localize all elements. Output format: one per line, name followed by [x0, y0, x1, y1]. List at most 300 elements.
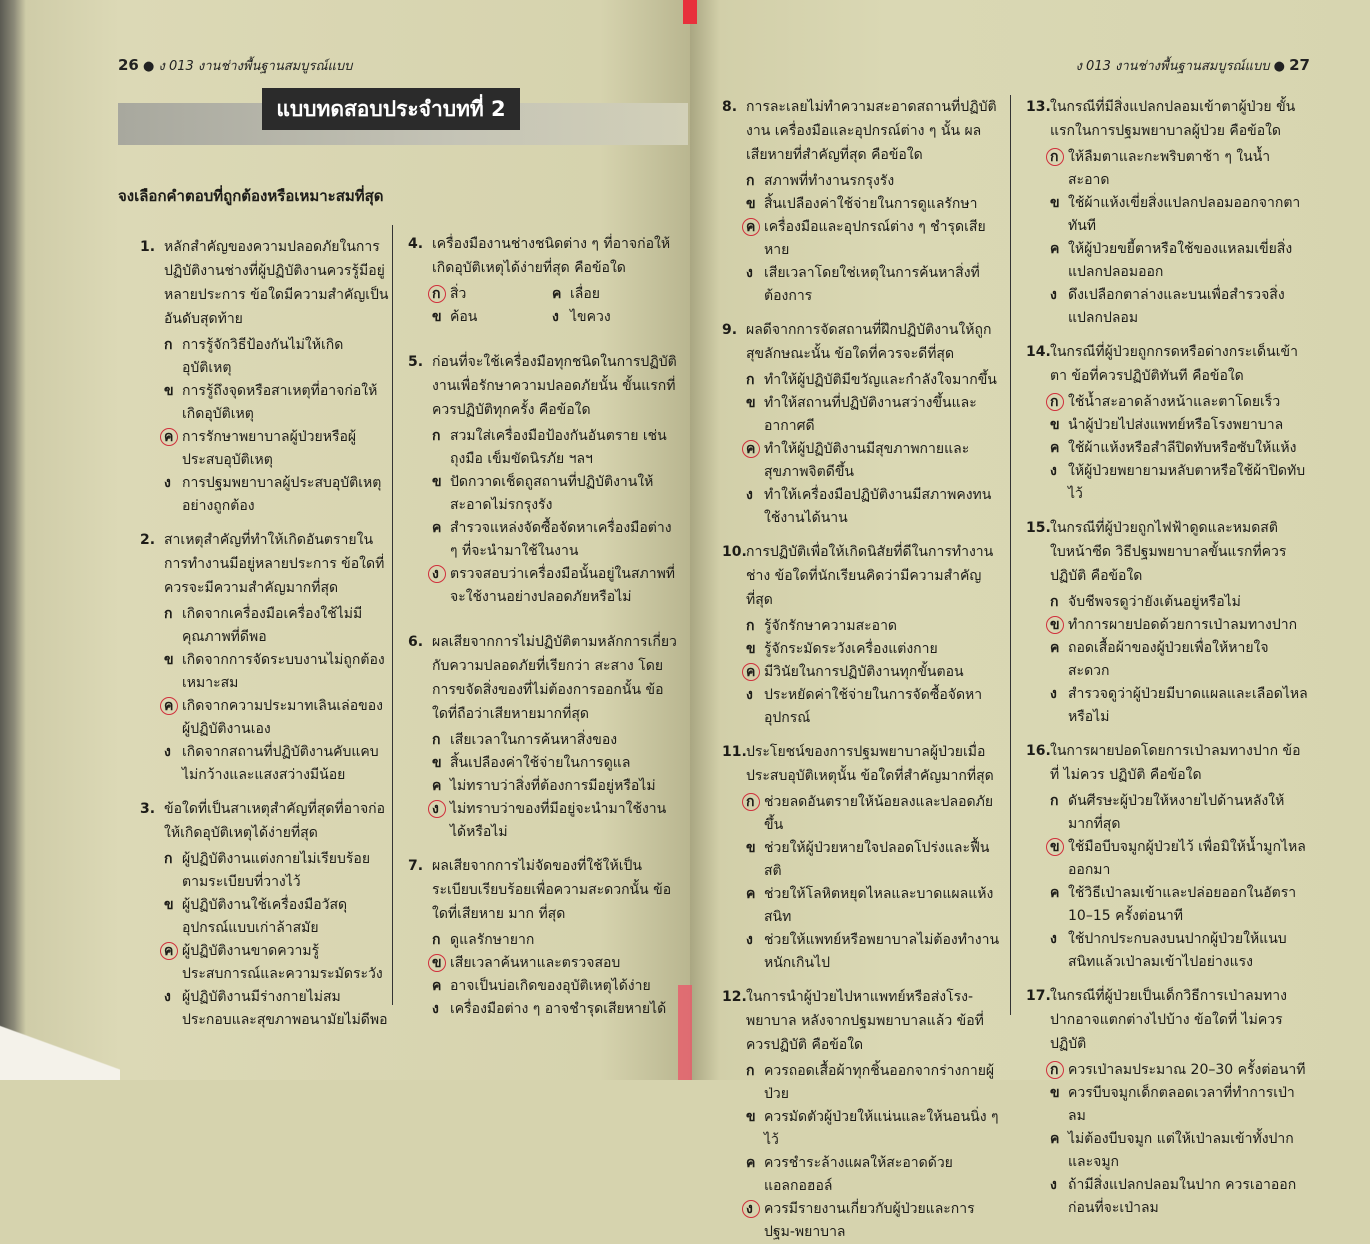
option-text: เกิดจากสถานที่ปฏิบัติงานคับแคบไม่กว้างและแสงสว่างมีน้อย [182, 744, 379, 783]
answer-option[interactable] [1050, 928, 1308, 974]
answer-option[interactable] [1050, 1082, 1308, 1128]
option-letter: ข [746, 840, 756, 856]
question-stem [1026, 340, 1308, 388]
circled-answer-letter: ก [1050, 391, 1068, 414]
answer-option[interactable] [1050, 1174, 1308, 1220]
question [722, 740, 1002, 975]
circled-answer-letter: ค [164, 426, 182, 472]
option-text: ไขควง [570, 309, 611, 325]
option-letter: ง [1050, 463, 1057, 479]
section-title: แบบทดสอบประจำบทที่ 2 [262, 88, 520, 130]
option-text: ไม่ทราบว่าสิ่งที่ต้องการมีอยู่หรือไม่ [450, 778, 656, 794]
answer-option[interactable] [746, 661, 1002, 684]
option-text: ควรบีบจมูกเด็กตลอดเวลาที่ทำการเป่าลม [1068, 1085, 1295, 1124]
option-text: เกิดจากการจัดระบบงานไม่ถูกต้องเหมาะสม [182, 652, 385, 691]
option-text: จับชีพจรดูว่ายังเต้นอยู่หรือไม่ [1068, 594, 1241, 610]
instruction: จงเลือกคำตอบที่ถูกต้องหรือเหมาะสมที่สุด [118, 187, 384, 205]
option-text: ไม่ทราบว่าของที่มีอยู่จะนำมาใช้งานได้หรือไม่ [450, 801, 667, 840]
answer-option[interactable] [746, 837, 1002, 883]
option-text: ดูแลรักษายาก [450, 932, 535, 948]
answer-option[interactable] [1050, 414, 1308, 437]
circled-answer-letter: ก [432, 283, 450, 306]
option-letter: ค [432, 778, 442, 794]
option-text: การปฐมพยาบาลผู้ประสบอุบัติเหตุอย่างถูกต้อง [182, 475, 382, 514]
answer-option[interactable] [1050, 683, 1308, 729]
option-text: ควรถอดเสื้อผ้าทุกชิ้นออกจากร่างกายผู้ป่วย [764, 1063, 995, 1102]
circled-answer-letter: ค [164, 940, 182, 986]
column-divider [392, 225, 393, 1005]
question-number: 17. [1026, 988, 1051, 1004]
answer-option[interactable] [432, 471, 678, 517]
option-letter: ค [1050, 440, 1060, 456]
question-text: ในการผายปอดโดยการเป่าลมทางปาก ข้อที่ ไม่ควร ปฏิบัติ คือข้อใด [1050, 743, 1301, 783]
question-stem [408, 854, 678, 926]
question-stem [722, 318, 1002, 366]
question-number: 12. [722, 989, 747, 1005]
question [722, 540, 1002, 730]
question-stem [1026, 95, 1308, 143]
answer-option[interactable] [746, 1106, 1002, 1152]
answer-option[interactable] [1050, 790, 1308, 836]
answer-option[interactable] [1050, 591, 1308, 614]
question [722, 95, 1002, 308]
question-text: ประโยชน์ของการปฐมพยาบาลผู้ป่วยเมื่อประสบอุบัติเหตุนั้น ข้อใดที่สำคัญมากที่สุด [746, 744, 994, 784]
answer-option[interactable] [1050, 637, 1308, 683]
option-text: ถ้ามีสิ่งแปลกปลอมในปาก ควรเอาออกก่อนที่จะเป่าลม [1068, 1177, 1297, 1216]
answer-option[interactable] [164, 334, 390, 380]
question-stem [408, 630, 678, 726]
option-letter: ก [164, 337, 173, 353]
option-text: ช่วยให้โลหิตหยุดไหลและบาดแผลแห้งสนิท [764, 886, 994, 925]
option-letter: ข [1050, 195, 1060, 211]
answer-option[interactable] [432, 929, 678, 952]
option-letter: ค [432, 978, 442, 994]
option-text: ปัดกวาดเช็ดถูสถานที่ปฏิบัติงานให้สะอาดไม่รกรุงรัง [450, 474, 654, 513]
question [408, 350, 678, 609]
question-stem [722, 540, 1002, 612]
option-letter: ข [164, 652, 174, 668]
answer-option[interactable] [164, 380, 390, 426]
question [408, 630, 678, 844]
option-letter: ค [746, 1155, 756, 1171]
answer-option[interactable] [164, 695, 390, 741]
left-header-text: ง 013 งานช่างพื้นฐานสมบูรณ์แบบ [158, 59, 353, 74]
answer-option[interactable] [1050, 460, 1308, 506]
option-text: ควรชำระล้างแผลให้สะอาดด้วยแอลกอฮอล์ [764, 1155, 953, 1194]
question-stem [1026, 739, 1308, 787]
right-running-header: ง 013 งานช่างพื้นฐานสมบูรณ์แบบ ● 27 [1075, 56, 1310, 74]
question [140, 797, 390, 1032]
answer-option[interactable] [164, 649, 390, 695]
option-text: ทำการผายปอดด้วยการเป่าลมทางปาก [1068, 617, 1298, 633]
option-text: ผู้ปฏิบัติงานใช้เครื่องมือวัสดุอุปกรณ์แบบเก่าล้าสมัย [182, 897, 348, 936]
option-text: การรู้ถึงจุดหรือสาเหตุที่อาจก่อให้เกิดอุบัติเหตุ [182, 383, 378, 422]
question-text: ข้อใดที่เป็นสาเหตุสำคัญที่สุดที่อาจก่อให้เกิดอุบัติเหตุได้ง่ายที่สุด [164, 801, 386, 841]
option-letter: ข [164, 897, 174, 913]
answer-option[interactable] [746, 1198, 1002, 1244]
question [1026, 739, 1308, 974]
answer-option[interactable] [164, 472, 390, 518]
option-letter: ค [1050, 640, 1060, 656]
question [408, 854, 678, 1021]
options [1026, 1059, 1308, 1220]
option-text: ควรมีรายงานเกี่ยวกับผู้ป่วยและการปฐม-พยาบาล [764, 1201, 975, 1240]
answer-option[interactable] [1050, 238, 1308, 284]
page-corner [0, 990, 120, 1080]
option-letter: ข [746, 1109, 756, 1125]
question-stem [722, 985, 1002, 1057]
option-letter: ง [552, 309, 559, 325]
question-number: 5. [408, 354, 424, 370]
options [408, 729, 678, 844]
answer-option[interactable] [746, 193, 1002, 216]
option-text: สำรวจแหล่งจัดซื้อจัดหาเครื่องมือต่าง ๆ ที่จะนำมาใช้ในงาน [450, 520, 672, 559]
answer-option[interactable] [432, 975, 678, 998]
option-text: สำรวจดูว่าผู้ป่วยมีบาดแผลและเลือดไหลหรือไม่ [1068, 686, 1308, 725]
option-text: เกิดจากเครื่องมือเครื่องใช้ไม่มีคุณภาพที่ดีพอ [182, 606, 363, 645]
options [140, 603, 390, 787]
question-number: 16. [1026, 743, 1051, 759]
option-letter: ก [164, 851, 173, 867]
option-text: ผู้ปฏิบัติงานแต่งกายไม่เรียบร้อยตามระเบียบที่วางไว้ [182, 851, 371, 890]
bookmark-tab-bottom [678, 985, 692, 1080]
answer-option[interactable] [746, 1152, 1002, 1198]
question-number: 1. [140, 239, 156, 255]
question-number: 6. [408, 634, 424, 650]
option-letter: ข [746, 196, 756, 212]
option-letter: ค [432, 520, 442, 536]
option-letter: ค [1050, 1131, 1060, 1147]
circled-answer-letter: ก [1050, 146, 1068, 192]
question [1026, 984, 1308, 1220]
option-text: ดันศีรษะผู้ป่วยให้หงายไปด้านหลังให้มากที่สุด [1068, 793, 1285, 832]
question [722, 318, 1002, 530]
answer-option[interactable] [552, 283, 648, 306]
option-text: ถอดเสื้อผ้าของผู้ป่วยเพื่อให้หายใจสะดวก [1068, 640, 1269, 679]
answer-option[interactable] [1050, 614, 1308, 637]
answer-option[interactable] [432, 283, 528, 306]
question-text: การปฏิบัติเพื่อให้เกิดนิสัยที่ดีในการทำงานช่าง ข้อใดที่นักเรียนคิดว่ามีความสำคัญที่สุด [746, 544, 994, 608]
question-number: 9. [722, 322, 738, 338]
answer-option[interactable] [1050, 146, 1308, 192]
question-number: 13. [1026, 99, 1051, 115]
option-text: ใช้ผ้าแห้งเขี่ยสิ่งแปลกปลอมออกจากตาทันที [1068, 195, 1301, 234]
options [722, 170, 1002, 308]
question-text: ผลเสียจากการไม่ปฏิบัติตามหลักการเกี่ยวกับความปลอดภัยที่เรียกว่า สะสาง โดยการขจัดสิ่งของที่ไม่ต้องการออกนั้น ข้อใดที่ถือว่าเสียหายมากที่สุด [432, 634, 677, 722]
option-letter: ก [432, 932, 441, 948]
answer-option[interactable] [746, 369, 1002, 392]
option-letter: ก [746, 372, 755, 388]
answer-option[interactable] [164, 426, 390, 472]
options [408, 929, 678, 1021]
answer-option[interactable] [432, 752, 678, 775]
option-letter: ง [164, 744, 171, 760]
answer-option[interactable] [1050, 1059, 1308, 1082]
option-text: ช่วยให้ผู้ป่วยหายใจปลอดโปร่งและฟื้นสติ [764, 840, 990, 879]
answer-option[interactable] [164, 741, 390, 787]
option-text: ทำให้ผู้ปฏิบัติงานมีสุขภาพกายและสุขภาพจิตดีขึ้น [764, 441, 970, 480]
circled-answer-letter: ค [746, 216, 764, 262]
question-stem [140, 235, 390, 331]
question [722, 985, 1002, 1244]
question-number: 7. [408, 858, 424, 874]
question-text: ผลเสียจากการไม่จัดของที่ใช้ให้เป็นระเบียบเรียบร้อยเพื่อความสะดวกนั้น ข้อใดที่เสียหาย มาก ที่สุด [432, 858, 672, 922]
circled-answer-letter: ง [432, 563, 450, 609]
question-number: 15. [1026, 520, 1051, 536]
question-text: สาเหตุสำคัญที่ทำให้เกิดอันตรายในการทำงานมีอยู่หลายประการ ข้อใดที่ควรจะมีความสำคัญมากที่สุด [164, 532, 385, 596]
answer-option[interactable] [432, 425, 678, 471]
option-text: การรักษาพยาบาลผู้ป่วยหรือผู้ประสบอุบัติเหตุ [182, 429, 357, 468]
option-text: ทำให้ผู้ปฏิบัติมีขวัญและกำลังใจมากขึ้น [764, 372, 997, 388]
answer-option[interactable] [746, 883, 1002, 929]
option-text: เครื่องมือต่าง ๆ อาจชำรุดเสียหายได้ [450, 1001, 667, 1017]
option-letter: ข [746, 395, 756, 411]
option-letter: ค [1050, 241, 1060, 257]
circled-answer-letter: ง [432, 798, 450, 844]
answer-option[interactable] [746, 684, 1002, 730]
question [140, 528, 390, 787]
answer-option[interactable] [1050, 437, 1308, 460]
question-stem [722, 740, 1002, 788]
option-text: ไม่ต้องบีบจมูก แต่ให้เป่าลมเข้าทั้งปากและจมูก [1068, 1131, 1294, 1170]
answer-option[interactable] [164, 894, 390, 940]
answer-option[interactable] [746, 216, 1002, 262]
question-text: เครื่องมืองานช่างชนิดต่าง ๆ ที่อาจก่อให้เกิดอุบัติเหตุได้ง่ายที่สุด คือข้อใด [432, 236, 671, 276]
option-letter: ก [746, 173, 755, 189]
option-text: การรู้จักวิธีป้องกันไม่ให้เกิดอุบัติเหตุ [182, 337, 344, 376]
option-text: ใช้มือบีบจมูกผู้ป่วยไว้ เพื่อมิให้น้ำมูกไหลออกมา [1068, 839, 1306, 878]
options [408, 425, 678, 609]
option-text: เสียเวลาในการค้นหาสิ่งของ [450, 732, 618, 748]
left-page-number: 26 [118, 56, 139, 74]
option-letter: ข [164, 383, 174, 399]
circled-answer-letter: ก [746, 791, 764, 837]
option-text: เกิดจากความประมาทเลินเล่อของผู้ปฏิบัติงานเอง [182, 698, 383, 737]
option-text: ใช้ผ้าแห้งหรือสำลีปิดทับหรือซับให้แห้ง [1068, 440, 1297, 456]
options [1026, 146, 1308, 330]
circled-answer-letter: ค [746, 661, 764, 684]
option-text: อาจเป็นบ่อเกิดของอุบัติเหตุได้ง่าย [450, 978, 651, 994]
question-stem [722, 95, 1002, 167]
option-letter: ค [1050, 885, 1060, 901]
option-letter: ข [432, 474, 442, 490]
answer-option[interactable] [746, 438, 1002, 484]
option-letter: ก [1050, 793, 1059, 809]
option-text: ให้ลืมตาและกะพริบตาช้า ๆ ในน้ำสะอาด [1068, 149, 1271, 188]
answer-option[interactable] [746, 791, 1002, 837]
question-text: ในกรณีที่ผู้ป่วยถูกไฟฟ้าดูดและหมดสติ ใบหน้าซีด วิธีปฐมพยาบาลขั้นแรกที่ควรปฏิบัติ คือข้อใด [1050, 520, 1287, 584]
option-letter: ง [1050, 287, 1057, 303]
option-letter: ง [1050, 931, 1057, 947]
question-number: 11. [722, 744, 747, 760]
question [140, 235, 390, 518]
option-text: เสียเวลาโดยใช่เหตุในการค้นหาสิ่งที่ต้องการ [764, 265, 980, 304]
question [1026, 95, 1308, 330]
answer-option[interactable] [432, 306, 528, 329]
question [1026, 516, 1308, 729]
answer-option[interactable] [746, 170, 1002, 193]
option-letter: ค [746, 886, 756, 902]
options [722, 615, 1002, 730]
option-letter: ข [432, 755, 442, 771]
circled-answer-letter: ง [746, 1198, 764, 1244]
options [1026, 591, 1308, 729]
option-text: ผู้ปฏิบัติงานมีร่างกายไม่สมประกอบและสุขภาพอนามัยไม่ดีพอ [182, 989, 388, 1028]
question-text: ในกรณีที่ผู้ป่วยถูกกรดหรือด่างกระเด็นเข้าตา ข้อที่ควรปฏิบัติทันที คือข้อใด [1050, 344, 1298, 384]
option-text: นำผู้ป่วยไปส่งแพทย์หรือโรงพยาบาล [1068, 417, 1284, 433]
question-text: หลักสำคัญของความปลอดภัยในการปฏิบัติงานช่างที่ผู้ปฏิบัติงานควรรู้มีอยู่หลายประการ ข้อใดมีความสำคัญเป็นอันดับสุดท้าย [164, 239, 389, 327]
answer-option[interactable] [1050, 1128, 1308, 1174]
question-stem [140, 528, 390, 600]
question [1026, 340, 1308, 506]
option-letter: ข [1050, 1085, 1060, 1101]
answer-option[interactable] [746, 1060, 1002, 1106]
question-stem [1026, 984, 1308, 1056]
answer-option[interactable] [432, 563, 678, 609]
question-stem [408, 232, 678, 280]
answer-option[interactable] [1050, 192, 1308, 238]
option-text: ช่วยลดอันตรายให้น้อยลงและปลอดภัยขึ้น [764, 794, 994, 833]
option-text: มีวินัยในการปฏิบัติงานทุกขั้นตอน [764, 664, 964, 680]
option-letter: ง [746, 932, 753, 948]
question-text: ในกรณีที่มีสิ่งแปลกปลอมเข้าตาผู้ป่วย ขั้นแรกในการปฐมพยาบาลผู้ป่วย คือข้อใด [1050, 99, 1296, 139]
option-text: ให้ผู้ป่วยขยี้ตาหรือใช้ของแหลมเขี่ยสิ่งแปลกปลอมออก [1068, 241, 1293, 280]
answer-option[interactable] [746, 929, 1002, 975]
answer-option[interactable] [746, 484, 1002, 530]
answer-option[interactable] [746, 615, 1002, 638]
answer-option[interactable] [432, 729, 678, 752]
option-letter: ข [432, 309, 442, 325]
circled-answer-letter: ค [164, 695, 182, 741]
answer-option[interactable] [164, 940, 390, 986]
option-letter: ข [1050, 417, 1060, 433]
answer-option[interactable] [432, 517, 678, 563]
option-letter: ง [746, 265, 753, 281]
option-letter: ง [746, 687, 753, 703]
option-letter: ก [1050, 594, 1059, 610]
option-text: ค้อน [450, 309, 478, 325]
question-number: 3. [140, 801, 156, 817]
option-text: สภาพที่ทำงานรกรุงรัง [764, 173, 895, 189]
answer-option[interactable] [1050, 391, 1308, 414]
option-text: ใช้วิธีเป่าลมเข้าและปล่อยออกในอัตรา 10–15 ครั้งต่อนาที [1068, 885, 1297, 924]
options [408, 283, 678, 329]
option-text: ควรเป่าลมประมาณ 20–30 ครั้งต่อนาที [1068, 1062, 1306, 1078]
option-text: ช่วยให้แพทย์หรือพยาบาลไม่ต้องทำงานหนักเกินไป [764, 932, 1000, 971]
option-letter: ง [432, 1001, 439, 1017]
option-text: สวมใส่เครื่องมือป้องกันอันตราย เช่น ถุงมือ เข็มขัดนิรภัย ฯลฯ [450, 428, 667, 467]
option-text: ผู้ปฏิบัติงานขาดความรู้ ประสบการณ์และความระมัดระวัง [182, 943, 383, 982]
option-text: ใช้ปากประกบลงบนปากผู้ป่วยให้แนบสนิทแล้วเป่าลมเข้าไปอย่างแรง [1068, 931, 1287, 970]
question-number: 8. [722, 99, 738, 115]
answer-option[interactable] [164, 986, 390, 1032]
option-letter: ก [432, 732, 441, 748]
right-header-text: ง 013 งานช่างพื้นฐานสมบูรณ์แบบ [1075, 59, 1270, 74]
option-text: เครื่องมือและอุปกรณ์ต่าง ๆ ชำรุดเสียหาย [764, 219, 986, 258]
answer-option[interactable] [432, 775, 678, 798]
options [140, 334, 390, 518]
option-letter: ก [432, 428, 441, 444]
question-text: ในกรณีที่ผู้ป่วยเป็นเด็กวิธีการเป่าลมทางปากอาจแตกต่างไปบ้าง ข้อใดที่ ไม่ควร ปฏิบัติ [1050, 988, 1287, 1052]
answer-option[interactable] [432, 798, 678, 844]
options [1026, 391, 1308, 506]
answer-option[interactable] [1050, 836, 1308, 882]
option-letter: ง [164, 475, 171, 491]
option-letter: ก [164, 606, 173, 622]
circled-answer-letter: ข [1050, 614, 1068, 637]
answer-option[interactable] [1050, 882, 1308, 928]
option-text: ควรมัดตัวผู้ป่วยให้แน่นและให้นอนนิ่ง ๆ ไว้ [764, 1109, 999, 1148]
options [1026, 790, 1308, 974]
question-stem [140, 797, 390, 845]
option-letter: ก [746, 618, 755, 634]
option-letter: ค [552, 286, 562, 302]
options [140, 848, 390, 1032]
answer-option[interactable] [432, 952, 678, 975]
option-text: ทำให้สถานที่ปฏิบัติงานสว่างขึ้นและอากาศดี [764, 395, 977, 434]
question-number: 4. [408, 236, 424, 252]
options [722, 1060, 1002, 1244]
options [722, 791, 1002, 975]
answer-option[interactable] [746, 638, 1002, 661]
option-text: ทำให้เครื่องมือปฏิบัติงานมีสภาพคงทนใช้งานได้นาน [764, 487, 992, 526]
option-text: รู้จักระมัดระวังเครื่องแต่งกาย [764, 641, 938, 657]
question-number: 14. [1026, 344, 1051, 360]
left-running-header: 26 ● ง 013 งานช่างพื้นฐานสมบูรณ์แบบ [118, 56, 353, 74]
circled-answer-letter: ข [432, 952, 450, 975]
option-text: ให้ผู้ป่วยพยายามหลับตาหรือใช้ผ้าปิดทับไว้ [1068, 463, 1306, 502]
answer-option[interactable] [1050, 284, 1308, 330]
answer-option[interactable] [164, 848, 390, 894]
question-number: 10. [722, 544, 747, 560]
option-letter: ง [1050, 686, 1057, 702]
option-text: ใช้น้ำสะอาดล้างหน้าและตาโดยเร็ว [1068, 394, 1281, 410]
question-text: ก่อนที่จะใช้เครื่องมือทุกชนิดในการปฏิบัติงานเพื่อรักษาความปลอดภัยนั้น ขั้นแรกที่ควรปฏิบัติทุกครั้ง คือข้อใด [432, 354, 677, 418]
question-stem [1026, 516, 1308, 588]
option-text: ดึงเปลือกตาล่างและบนเพื่อสำรวจสิ่งแปลกปลอม [1068, 287, 1285, 326]
option-text: เลื่อย [570, 286, 600, 302]
question [408, 232, 678, 329]
option-letter: ก [746, 1063, 755, 1079]
option-text: สิ้นเปลืองค่าใช้จ่ายในการดูแล [450, 755, 631, 771]
option-text: ประหยัดค่าใช้จ่ายในการจัดซื้อจัดหาอุปกรณ์ [764, 687, 983, 726]
question-text: ในการนำผู้ป่วยไปหาแพทย์หรือส่งโรง-พยาบาล หลังจากปฐมพยาบาลแล้ว ข้อที่ควรปฏิบัติ คือข้อใด [746, 989, 984, 1053]
question-text: ผลดีจากการจัดสถานที่ฝึกปฏิบัติงานให้ถูกสุขลักษณะนั้น ข้อใดที่ควรจะดีที่สุด [746, 322, 992, 362]
answer-option[interactable] [746, 262, 1002, 308]
circled-answer-letter: ก [1050, 1059, 1068, 1082]
answer-option[interactable] [432, 998, 678, 1021]
options [722, 369, 1002, 530]
question-number: 2. [140, 532, 156, 548]
option-letter: ง [164, 989, 171, 1005]
circled-answer-letter: ข [1050, 836, 1068, 882]
bookmark-tab [683, 0, 697, 24]
question-stem [408, 350, 678, 422]
option-text: เสียเวลาค้นหาและตรวจสอบ [450, 955, 621, 971]
answer-option[interactable] [164, 603, 390, 649]
question-text: การละเลยไม่ทำความสะอาดสถานที่ปฏิบัติงาน เครื่องมือและอุปกรณ์ต่าง ๆ นั้น ผลเสียหายที่สำคัญที่สุด คือข้อใด [746, 99, 997, 163]
answer-option[interactable] [552, 306, 648, 329]
option-letter: ง [746, 487, 753, 503]
option-text: สิ่ว [450, 286, 467, 302]
option-text: รู้จักรักษาความสะอาด [764, 618, 898, 634]
option-letter: ง [1050, 1177, 1057, 1193]
option-text: สิ้นเปลืองค่าใช้จ่ายในการดูแลรักษา [764, 196, 978, 212]
circled-answer-letter: ค [746, 438, 764, 484]
answer-option[interactable] [746, 392, 1002, 438]
column-divider [1010, 95, 1011, 1015]
option-text: ตรวจสอบว่าเครื่องมือนั้นอยู่ในสภาพที่จะใช้งานอย่างปลอดภัยหรือไม่ [450, 566, 676, 605]
